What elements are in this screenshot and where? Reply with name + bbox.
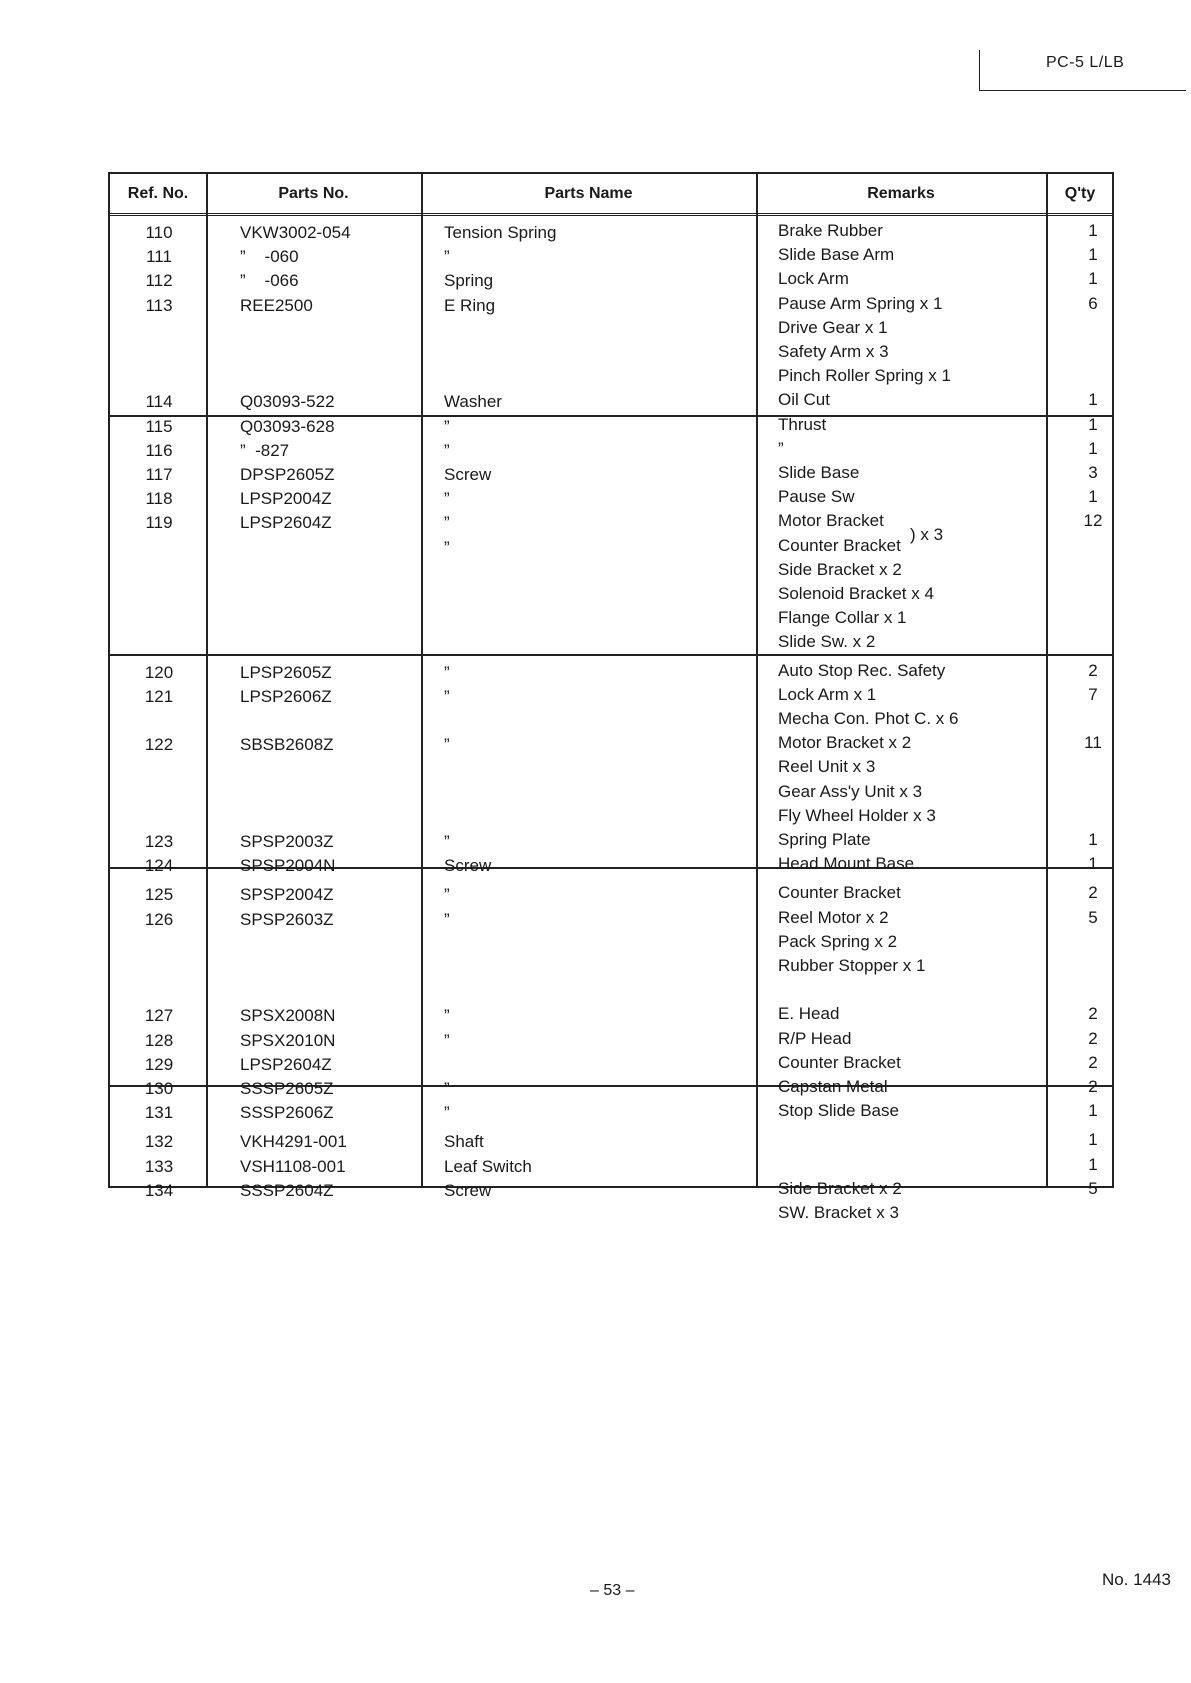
remark-line: Spring Plate	[778, 830, 871, 849]
parts-name: ”	[444, 735, 450, 755]
parts-name: Shaft	[444, 1132, 484, 1152]
remark-line: Auto Stop Rec. Safety	[778, 660, 946, 680]
remark-line: Oil Cut	[778, 390, 830, 410]
parts-name: ”	[444, 247, 450, 267]
parts-name: Washer	[444, 392, 502, 412]
remark-line: Pinch Roller Spring x 1	[778, 366, 951, 386]
parts-no: LPSP2004Z	[240, 489, 332, 509]
ref-no: 116	[145, 440, 173, 460]
qty: 1	[1088, 1130, 1098, 1150]
parts-no: Q03093-628	[240, 416, 335, 436]
remark-brace: ) x 3	[910, 525, 944, 545]
remark-line: Side Bracket x 2	[778, 1178, 902, 1198]
qty: 1	[1088, 245, 1098, 265]
remark-line: SW. Bracket x 3	[778, 1202, 899, 1222]
parts-no: SPSP2004N	[240, 856, 336, 876]
ref-no: 125	[144, 885, 174, 905]
remark-line: Counter Bracket	[778, 535, 901, 555]
ref-no: 130	[144, 1079, 174, 1098]
remark-line: Thrust	[778, 414, 827, 434]
remark-line: Pack Spring x 2	[778, 931, 898, 951]
col-header-qty: Q'ty	[1064, 185, 1096, 202]
parts-no: DPSP2605Z	[240, 465, 335, 484]
remark-line: R/P Head	[778, 1028, 852, 1048]
ref-no: 118	[145, 489, 173, 509]
column-divider	[1046, 174, 1048, 1186]
parts-no: LPSP2604Z	[240, 513, 332, 533]
remark-line: Lock Arm x 1	[778, 684, 877, 704]
remark-line: Head Mount Base	[778, 854, 915, 874]
ref-no: 110	[145, 223, 173, 242]
parts-no: SBSB2608Z	[240, 735, 334, 755]
qty: 2	[1088, 1052, 1098, 1072]
parts-no: ” -060	[240, 247, 299, 267]
ref-no: 132	[144, 1132, 174, 1152]
column-divider	[421, 174, 423, 1186]
parts-no: SSSP2604Z	[240, 1180, 334, 1200]
ref-no: 113	[145, 295, 173, 315]
parts-name: Spring	[444, 271, 494, 291]
parts-name: ”	[444, 1103, 450, 1123]
parts-name: Tension Spring	[444, 223, 557, 242]
remark-line: Slide Sw. x 2	[778, 632, 876, 652]
parts-name: ”	[444, 662, 450, 682]
qty: 5	[1088, 907, 1098, 927]
remark-line: Capstan Metal	[778, 1077, 888, 1096]
column-divider	[756, 174, 758, 1186]
qty: 2	[1088, 883, 1098, 903]
parts-name: Leaf Switch	[444, 1156, 532, 1176]
qty: 11	[1084, 733, 1102, 753]
model-header-box	[979, 50, 1186, 91]
parts-no: LPSP2604Z	[240, 1054, 332, 1074]
parts-name: ”	[444, 1030, 450, 1050]
column-divider	[206, 174, 208, 1186]
parts-no: SPSP2603Z	[240, 909, 334, 929]
ref-no: 119	[145, 513, 173, 533]
ref-no: 123	[144, 832, 174, 851]
remark-line: Lock Arm	[778, 269, 849, 289]
remark-line: E. Head	[778, 1004, 840, 1024]
remark-line: Slide Base	[778, 463, 860, 482]
ref-no: 133	[144, 1156, 174, 1176]
col-header-parts-name: Parts Name	[544, 185, 633, 202]
qty: 2	[1088, 1004, 1098, 1024]
remark-line: ”	[778, 438, 784, 458]
parts-name: ”	[444, 832, 450, 851]
parts-name: ”	[444, 489, 450, 509]
qty: 3	[1088, 463, 1098, 482]
ref-no: 120	[144, 662, 174, 682]
remark-line: Motor Bracket x 2	[778, 733, 912, 753]
parts-name: Screw	[444, 856, 492, 876]
parts-name: ”	[444, 885, 450, 905]
remark-line: Pause Sw	[778, 487, 855, 507]
parts-no: ” -066	[240, 271, 299, 291]
parts-name: Screw	[444, 465, 492, 484]
parts-list-table	[108, 172, 1114, 1222]
remark-line: Safety Arm x 3	[778, 341, 889, 361]
parts-name: ”	[444, 440, 450, 460]
ref-no: 127	[144, 1006, 174, 1026]
parts-no: SPSP2004Z	[240, 885, 334, 905]
parts-no: ” -827	[240, 440, 290, 460]
remark-line: Motor Bracket	[778, 511, 884, 531]
parts-no: VKH4291-001	[240, 1132, 347, 1152]
parts-name: ”	[444, 513, 450, 533]
qty: 1	[1088, 1154, 1098, 1174]
remark-line: Counter Bracket	[778, 883, 901, 903]
ref-no: 117	[145, 465, 173, 484]
ref-no: 129	[144, 1054, 174, 1074]
parts-no: VKW3002-054	[240, 223, 351, 242]
qty: 1	[1088, 854, 1098, 874]
ref-no: 114	[145, 392, 173, 412]
parts-no: VSH1108-001	[240, 1156, 346, 1176]
remark-line: Pause Arm Spring x 1	[778, 293, 943, 313]
remark-line: Drive Gear x 1	[778, 317, 888, 337]
remark-line: Solenoid Bracket x 4	[778, 583, 934, 603]
parts-name: ”	[444, 1079, 450, 1098]
qty: 1	[1088, 438, 1098, 458]
qty: 5	[1088, 1178, 1098, 1198]
ref-no: 111	[146, 247, 172, 267]
parts-no: Q03093-522	[240, 392, 335, 412]
qty: 2	[1088, 1077, 1098, 1096]
remark-line: Stop Slide Base	[778, 1101, 899, 1121]
remark-line: Brake Rubber	[778, 221, 883, 240]
table-header	[110, 174, 1112, 216]
parts-no: LPSP2606Z	[240, 686, 332, 706]
parts-name: E Ring	[444, 295, 496, 315]
col-header-parts-no: Parts No.	[278, 185, 349, 202]
qty: 1	[1088, 414, 1098, 434]
parts-name: ”	[444, 686, 450, 706]
remark-line: Rubber Stopper x 1	[778, 955, 926, 975]
model-number: PC-5 L/LB	[1046, 54, 1125, 71]
remark-line: Slide Base Arm	[778, 245, 895, 265]
ref-no: 124	[144, 856, 174, 876]
ref-no: 122	[144, 735, 174, 755]
ref-no: 115	[145, 416, 173, 436]
qty: 1	[1088, 390, 1098, 410]
qty: 6	[1088, 293, 1098, 313]
parts-name: ”	[444, 537, 450, 557]
parts-no: REE2500	[240, 295, 313, 315]
qty: 1	[1088, 221, 1098, 240]
parts-no: SPSP2003Z	[240, 832, 334, 851]
qty: 1	[1088, 1101, 1098, 1121]
parts-name: ”	[444, 909, 450, 929]
remark-line: Fly Wheel Holder x 3	[778, 805, 936, 825]
qty: 7	[1088, 684, 1098, 704]
qty: 12	[1083, 511, 1103, 531]
parts-no: SSSP2605Z	[240, 1079, 334, 1098]
qty: 1	[1088, 830, 1098, 849]
group-divider	[110, 654, 1112, 656]
parts-name: Screw	[444, 1180, 492, 1200]
remark-line: Side Bracket x 2	[778, 559, 902, 579]
remark-line: Reel Unit x 3	[778, 757, 876, 777]
document-number: No. 1443	[1102, 1570, 1171, 1589]
parts-no: LPSP2605Z	[240, 662, 332, 682]
parts-no: SPSX2008N	[240, 1006, 336, 1026]
remark-line: Gear Ass'y Unit x 3	[778, 781, 923, 801]
page-number: – 53 –	[590, 1582, 635, 1599]
ref-no: 134	[144, 1180, 174, 1200]
qty: 2	[1088, 660, 1098, 680]
ref-no: 128	[144, 1030, 174, 1050]
col-header-remarks: Remarks	[867, 185, 935, 202]
col-header-ref: Ref. No.	[127, 185, 189, 202]
ref-no: 121	[144, 686, 174, 706]
ref-no: 131	[144, 1103, 174, 1123]
parts-no: SPSX2010N	[240, 1030, 336, 1050]
remark-line: Mecha Con. Phot C. x 6	[778, 708, 959, 728]
qty: 1	[1088, 487, 1098, 507]
remark-line: Counter Bracket	[778, 1052, 901, 1072]
ref-no: 112	[145, 271, 173, 291]
remark-line: Flange Collar x 1	[778, 608, 907, 628]
qty: 2	[1088, 1028, 1098, 1048]
remark-line: Reel Motor x 2	[778, 907, 889, 927]
parts-name: ”	[444, 1006, 450, 1026]
ref-no: 126	[144, 909, 174, 929]
parts-name: ”	[444, 416, 450, 436]
parts-no: SSSP2606Z	[240, 1103, 334, 1123]
qty: 1	[1088, 269, 1098, 289]
